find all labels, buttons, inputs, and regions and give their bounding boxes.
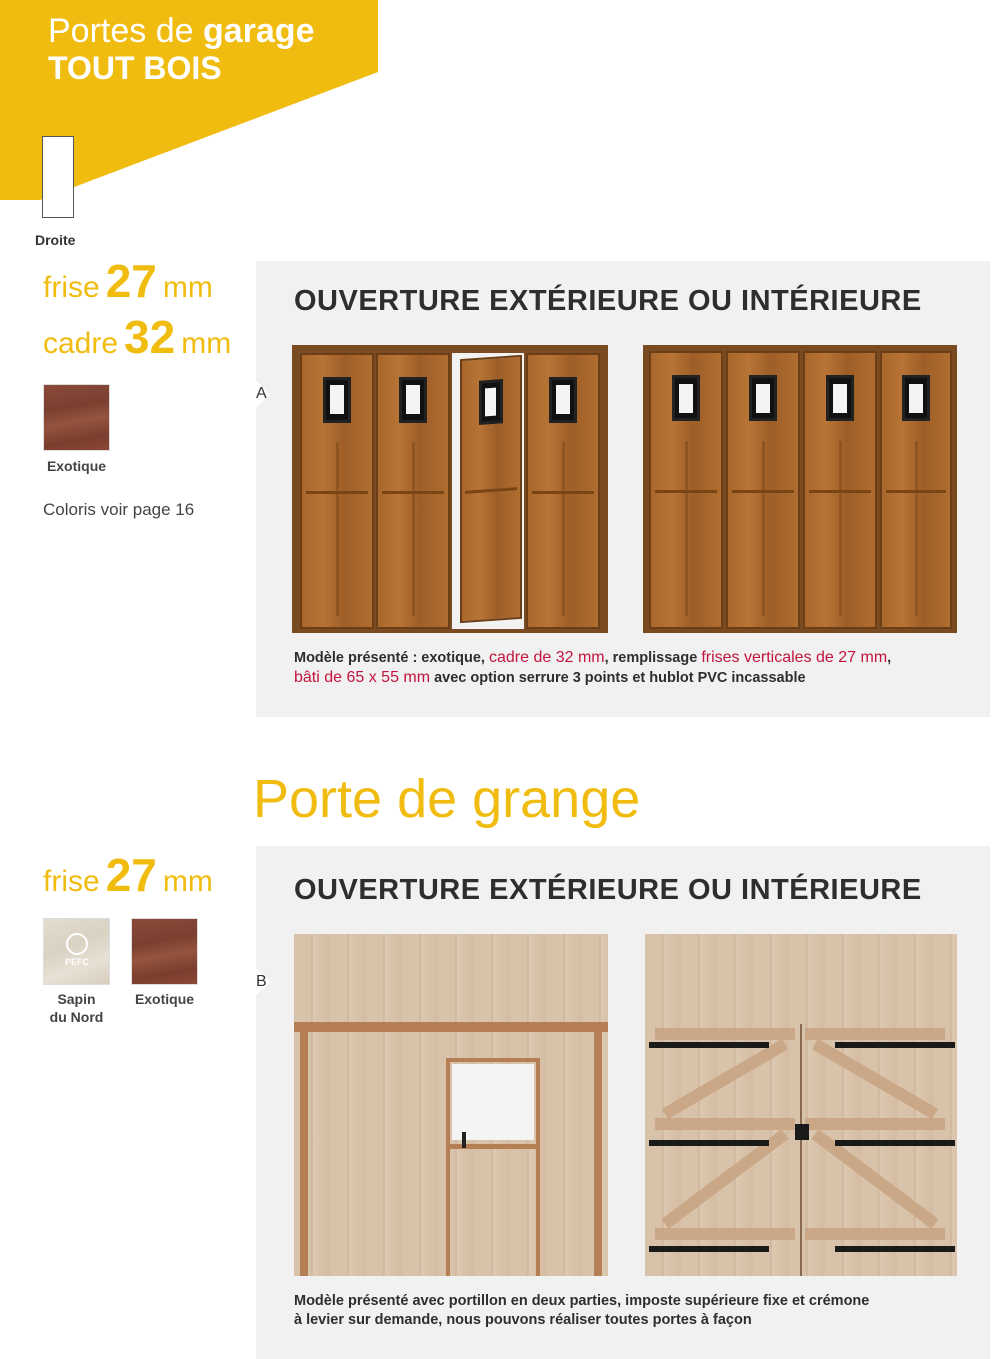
swatch-sapin-du-nord <box>43 918 110 985</box>
door-leaf <box>726 351 800 629</box>
spec-cadre: cadre 32 mm <box>43 311 232 363</box>
photo-garage-door-open <box>292 345 608 633</box>
photo-barn-door-exterior <box>645 934 957 1276</box>
window-icon <box>399 377 427 423</box>
window-icon <box>826 375 854 422</box>
door-right-icon <box>42 136 74 218</box>
door-leaf-open <box>460 355 522 623</box>
caption-a: Modèle présenté : exotique, cadre de 32 mm, remplissage frises verticales de 27 mm, bâti de 65 x 55 mm avec option serrure 3 points et hublot PVC incassable <box>294 649 892 686</box>
window-icon <box>323 377 351 423</box>
photo-barn-door-interior <box>294 934 608 1276</box>
window-icon <box>749 375 777 422</box>
section-b-title: Porte de grange <box>253 769 641 829</box>
coloris-note: Coloris voir page 16 <box>43 500 195 519</box>
panel-b-letter: B <box>256 973 267 990</box>
panel-a-title: OUVERTURE EXTÉRIEURE OU INTÉRIEURE <box>294 285 922 317</box>
window-icon <box>672 375 700 422</box>
photo-garage-door-closed <box>643 345 957 633</box>
brace-drawing <box>645 934 957 1276</box>
page-title: Portes de garage <box>48 12 315 50</box>
jamb-beam <box>300 1032 308 1276</box>
door-leaf <box>803 351 877 629</box>
portillon <box>446 1058 540 1276</box>
swatch-exotique-b-label: Exotique <box>134 991 195 1007</box>
door-leaf <box>880 351 952 629</box>
spec-frise: frise 27 mm <box>43 255 213 307</box>
window-icon <box>902 375 929 422</box>
header-beam <box>294 1022 608 1032</box>
jamb-beam <box>594 1032 602 1276</box>
door-leaf <box>649 351 723 629</box>
caption-b: Modèle présenté avec portillon en deux parties, imposte supérieure fixe et crémone à levier sur demande, nous pouvons réaliser toutes portes à façon <box>294 1293 870 1328</box>
door-leaf <box>526 353 600 629</box>
swatch-exotique-label: Exotique <box>46 458 107 474</box>
panel-b-title: OUVERTURE EXTÉRIEURE OU INTÉRIEURE <box>294 874 922 906</box>
opening-direction-label: Droite <box>35 232 76 248</box>
panel-a-letter: A <box>256 385 267 402</box>
door-leaf <box>300 353 374 629</box>
pefc-logo-icon: PEFC <box>62 933 92 971</box>
window-opening <box>452 1064 534 1140</box>
window-icon <box>479 379 502 425</box>
swatch-exotique-b <box>131 918 198 985</box>
spec-frise-b: frise 27 mm <box>43 849 213 901</box>
page-subtitle: TOUT BOIS <box>48 50 222 86</box>
window-icon <box>549 377 577 423</box>
swatch-sapin-label: Sapin du Nord <box>49 991 104 1025</box>
door-leaf <box>376 353 450 629</box>
swatch-exotique <box>43 384 110 451</box>
handle-icon <box>462 1132 466 1148</box>
